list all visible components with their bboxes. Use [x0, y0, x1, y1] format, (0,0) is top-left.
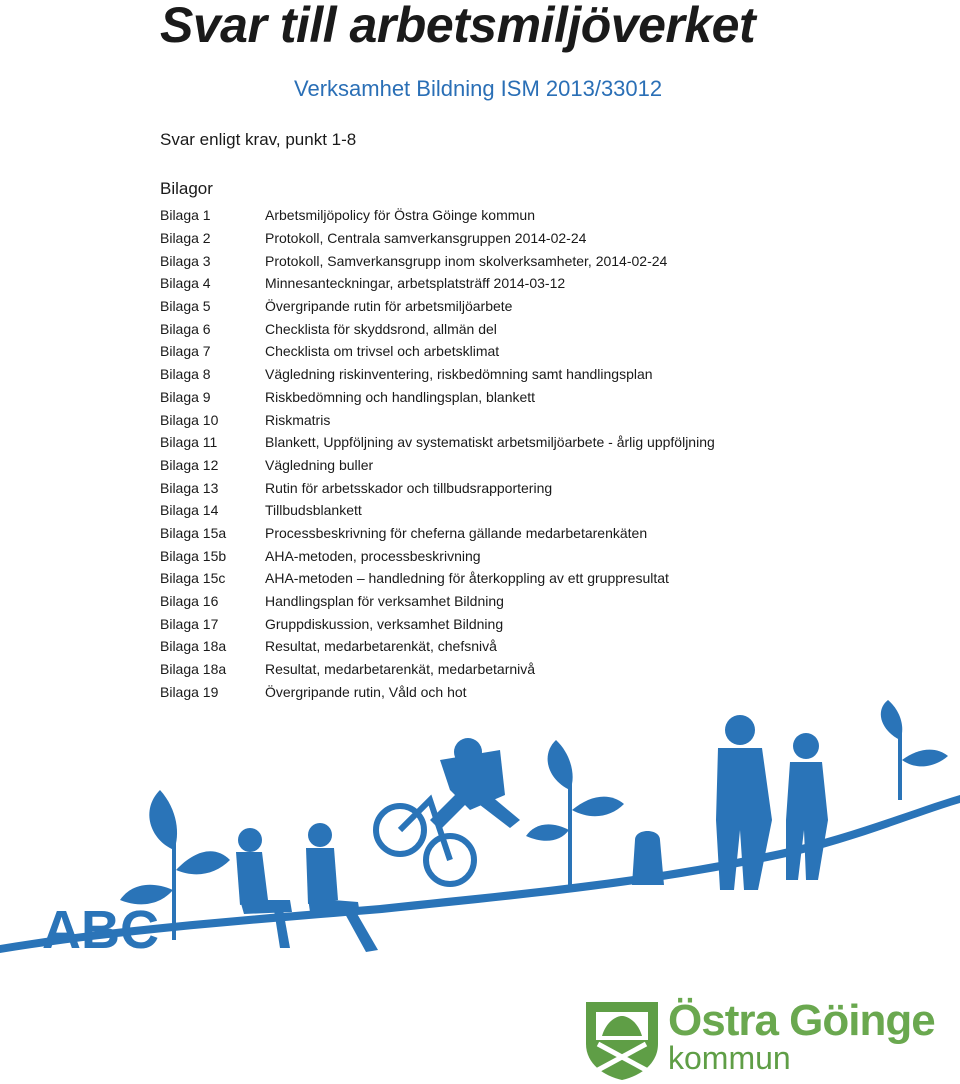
page-subtitle: Verksamhet Bildning ISM 2013/33012 — [294, 76, 663, 101]
people-sitting-icon — [236, 823, 378, 952]
list-item — [160, 249, 940, 272]
bilaga-description: Protokoll, Samverkansgrupp inom skolverksamheter, 2014-02-24 — [265, 252, 668, 269]
plant-center-icon — [526, 740, 624, 890]
bilaga-description: Arbetsmiljöpolicy för Östra Göinge kommun — [265, 207, 535, 224]
people-standing-icon — [716, 715, 828, 890]
bilaga-list — [160, 204, 940, 703]
bilaga-description: Resultat, medarbetarenkät, medarbetarnivå — [265, 661, 536, 678]
bilaga-number: Bilaga 11 — [160, 434, 218, 451]
bilaga-number: Bilaga 14 — [160, 502, 219, 519]
bilaga-number: Bilaga 9 — [160, 388, 211, 405]
bilaga-description: Handlingsplan för verksamhet Bildning — [265, 593, 504, 610]
bilaga-description: Vägledning riskinventering, riskbedömning samt handlingsplan — [265, 366, 653, 383]
bilaga-description: Blankett, Uppföljning av systematiskt arbetsmiljöarbete - årlig uppföljning — [265, 434, 715, 451]
bilaga-description: Checklista om trivsel och arbetsklimat — [265, 343, 500, 360]
bilaga-number: Bilaga 5 — [160, 298, 211, 315]
bilaga-description: Minnesanteckningar, arbetsplatsträff 2014-03-12 — [265, 275, 566, 292]
bicycle-icon — [376, 800, 474, 884]
bilaga-number: Bilaga 12 — [160, 456, 219, 473]
list-item — [160, 522, 940, 545]
list-item — [160, 454, 940, 477]
list-item — [160, 431, 940, 454]
illustration — [0, 700, 960, 990]
plant-right-icon — [881, 700, 948, 800]
list-item — [160, 544, 940, 567]
list-item — [160, 227, 940, 250]
list-item — [160, 567, 940, 590]
list-item — [160, 499, 940, 522]
bilaga-number: Bilaga 18a — [160, 638, 227, 655]
bilaga-number: Bilaga 6 — [160, 320, 211, 337]
bilaga-number: Bilaga 15c — [160, 570, 226, 587]
list-item — [160, 476, 940, 499]
list-item — [160, 635, 940, 658]
bilaga-description: AHA-metoden, processbeskrivning — [265, 547, 481, 564]
bilaga-number: Bilaga 2 — [160, 230, 211, 247]
bilaga-number: Bilaga 10 — [160, 411, 219, 428]
bilaga-number: Bilaga 4 — [160, 275, 211, 292]
list-item — [160, 408, 940, 431]
bilaga-description: Rutin för arbetsskador och tillbudsrapportering — [265, 479, 553, 496]
bilaga-number: Bilaga 8 — [160, 366, 211, 383]
list-item — [160, 612, 940, 635]
list-item — [160, 295, 940, 318]
logo-emblem-icon — [582, 1000, 662, 1080]
list-item — [160, 317, 940, 340]
bilaga-number: Bilaga 15a — [160, 524, 227, 541]
section-heading-krav: Svar enligt krav, punkt 1-8 — [160, 130, 357, 149]
abc-letters: ABC — [42, 900, 159, 960]
bilaga-number: Bilaga 18a — [160, 661, 227, 678]
bilaga-description: Riskmatris — [265, 411, 331, 428]
bilaga-number: Bilaga 7 — [160, 343, 211, 360]
bilaga-description: Gruppdiskussion, verksamhet Bildning — [265, 615, 504, 632]
list-item — [160, 204, 940, 227]
bilaga-number: Bilaga 1 — [160, 207, 211, 224]
bilaga-description: Övergripande rutin, Våld och hot — [265, 683, 467, 700]
list-item — [160, 272, 940, 295]
logo-name: Östra Göinge — [668, 996, 935, 1045]
bilaga-description: Checklista för skyddsrond, allmän del — [265, 320, 497, 337]
bilaga-number: Bilaga 15b — [160, 547, 227, 564]
bilaga-number: Bilaga 16 — [160, 593, 219, 610]
bilaga-description: Processbeskrivning för cheferna gällande medarbetarenkäten — [265, 524, 648, 541]
bilaga-description: Övergripande rutin för arbetsmiljöarbete — [265, 298, 513, 315]
bilaga-description: Tillbudsblankett — [265, 502, 362, 519]
bilaga-description: Protokoll, Centrala samverkansgruppen 2014-02-24 — [265, 230, 587, 247]
bilaga-description: Vägledning buller — [265, 456, 374, 473]
bilaga-number: Bilaga 19 — [160, 683, 219, 700]
bilaga-description: AHA-metoden – handledning för återkoppling av ett gruppresultat — [265, 570, 669, 587]
list-item — [160, 386, 940, 409]
bilaga-description: Riskbedömning och handlingsplan, blankett — [265, 388, 536, 405]
bilaga-number: Bilaga 17 — [160, 615, 219, 632]
logo-subname: kommun — [668, 1040, 791, 1076]
list-item — [160, 363, 940, 386]
list-item — [160, 590, 940, 613]
list-item — [160, 658, 940, 681]
list-item — [160, 340, 940, 363]
bmx-rider-icon — [430, 738, 520, 830]
section-heading-bilagor: Bilagor — [160, 179, 213, 198]
backpack-icon — [632, 831, 664, 885]
bilaga-number: Bilaga 13 — [160, 479, 219, 496]
page-title: Svar till arbetsmiljöverket — [160, 0, 756, 53]
bilaga-description: Resultat, medarbetarenkät, chefsnivå — [265, 638, 497, 655]
bilaga-number: Bilaga 3 — [160, 252, 211, 269]
